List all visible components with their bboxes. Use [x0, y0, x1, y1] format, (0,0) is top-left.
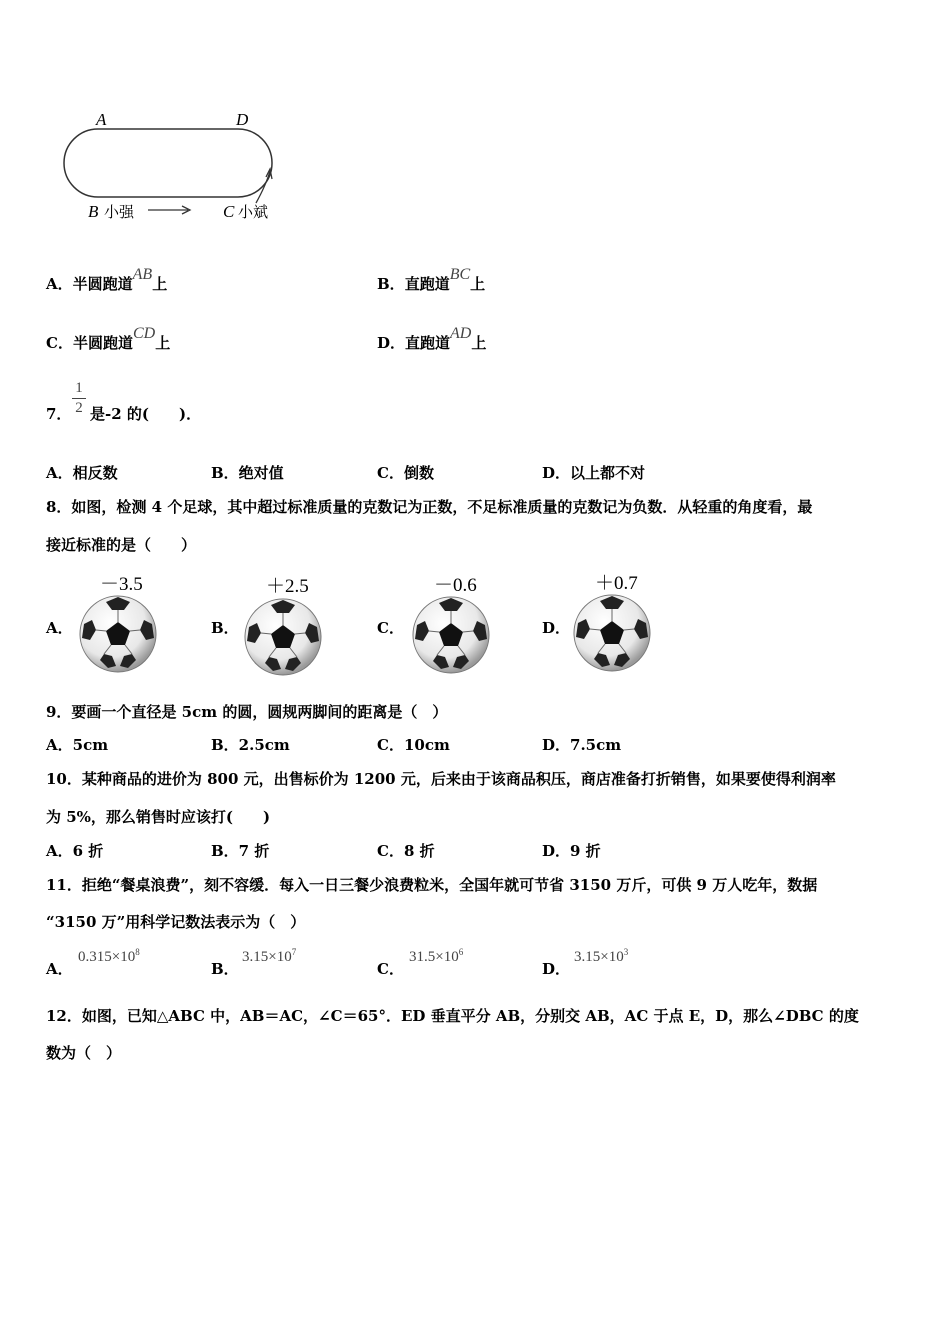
- soccer-ball-d-icon: [572, 593, 652, 673]
- point-d-label: D: [236, 110, 249, 129]
- q7-fraction: 1 2: [72, 380, 86, 417]
- q9-option-c[interactable]: C．10cm: [377, 736, 450, 754]
- q10-option-c[interactable]: C．8 折: [377, 842, 435, 860]
- q8-ball-b-value: ＋2.5: [266, 576, 309, 597]
- q7-text: 是-2 的( )．: [90, 405, 202, 423]
- q10-option-b[interactable]: B．7 折: [211, 842, 270, 860]
- runner-b-label: 小强: [104, 203, 135, 221]
- soccer-ball-c-icon: [411, 595, 491, 675]
- q11-option-d-letter[interactable]: D．: [542, 960, 571, 978]
- q7-number: 7．: [46, 405, 72, 423]
- q9-option-b[interactable]: B．2.5cm: [211, 736, 290, 754]
- q11-option-b-value: $3.15\times 10^7$: [242, 947, 297, 965]
- q11-option-c-letter[interactable]: C．: [377, 960, 404, 978]
- q7-option-a[interactable]: A．相反数: [46, 464, 118, 482]
- q12-line1: 12．如图，已知△ABC 中，AB＝AC，∠C＝65°．ED 垂直平分 AB，分别交 AB，AC 于点 E，D，那么∠DBC 的度: [46, 1007, 859, 1025]
- q11-line1: 11．拒绝“餐桌浪费”，刻不容缓．每入一日三餐少浪费粒米，全国年就可节省 3150 万斤，可供 9 万人吃年，数据: [46, 876, 818, 894]
- q8-option-a-letter[interactable]: A．: [46, 619, 73, 637]
- q6-option-d[interactable]: D．直跑道AD上: [377, 325, 487, 352]
- q9-option-d[interactable]: D．7.5cm: [542, 736, 622, 754]
- q7-option-c[interactable]: C．倒数: [377, 464, 434, 482]
- point-b-label: B: [88, 202, 99, 221]
- q8-option-b-letter[interactable]: B．: [211, 619, 239, 637]
- q11-option-b-letter[interactable]: B．: [211, 960, 239, 978]
- q12-line2: 数为（ ）: [46, 1044, 122, 1062]
- q10-option-a[interactable]: A．6 折: [46, 842, 104, 860]
- soccer-ball-b-icon: [243, 597, 323, 677]
- q8-ball-a-value: －3.5: [100, 574, 143, 595]
- q8-line1: 8．如图，检测 4 个足球，其中超过标准质量的克数记为正数，不足标准质量的克数记为负数．从轻重的角度看，最: [46, 498, 813, 516]
- q8-option-c-letter[interactable]: C．: [377, 619, 404, 637]
- q7-option-d[interactable]: D．以上都不对: [542, 464, 646, 482]
- q9-option-a[interactable]: A．5cm: [46, 736, 109, 754]
- q11-option-a-value: $0.315\times 10^8$: [78, 947, 140, 965]
- q10-line2: 为 5%，那么销售时应该打( ): [46, 808, 271, 826]
- q6-option-a[interactable]: A．半圆跑道AB上: [46, 266, 168, 293]
- q6-option-c[interactable]: C．半圆跑道CD上: [46, 325, 171, 352]
- point-a-label: A: [96, 110, 107, 129]
- q10-option-d[interactable]: D．9 折: [542, 842, 601, 860]
- q8-option-d-letter[interactable]: D．: [542, 619, 571, 637]
- q9-text: 9．要画一个直径是 5cm 的圆，圆规两脚间的距离是（ ）: [46, 703, 448, 721]
- q7-option-b[interactable]: B．绝对值: [211, 464, 284, 482]
- q11-option-c-value: $31.5\times 10^6$: [409, 947, 464, 965]
- point-c-label: C: [223, 202, 235, 221]
- q8-ball-d-value: ＋0.7: [595, 573, 638, 594]
- q11-option-d-value: $3.15\times 10^3$: [574, 947, 629, 965]
- q8-ball-c-value: －0.6: [434, 575, 477, 596]
- q10-line1: 10．某种商品的进价为 800 元，出售标价为 1200 元，后来由于该商品积压，商店准备打折销售，如果要使得利润率: [46, 770, 836, 788]
- soccer-ball-a-icon: [78, 594, 158, 674]
- track-figure: [60, 105, 300, 230]
- q6-option-b[interactable]: B．直跑道BC上: [377, 266, 486, 293]
- q11-line2: “3150 万”用科学记数法表示为（ ）: [46, 913, 306, 931]
- q11-option-a-letter[interactable]: A．: [46, 960, 73, 978]
- q8-line2: 接近标准的是（ ）: [46, 536, 197, 554]
- runner-c-label: 小斌: [238, 203, 269, 221]
